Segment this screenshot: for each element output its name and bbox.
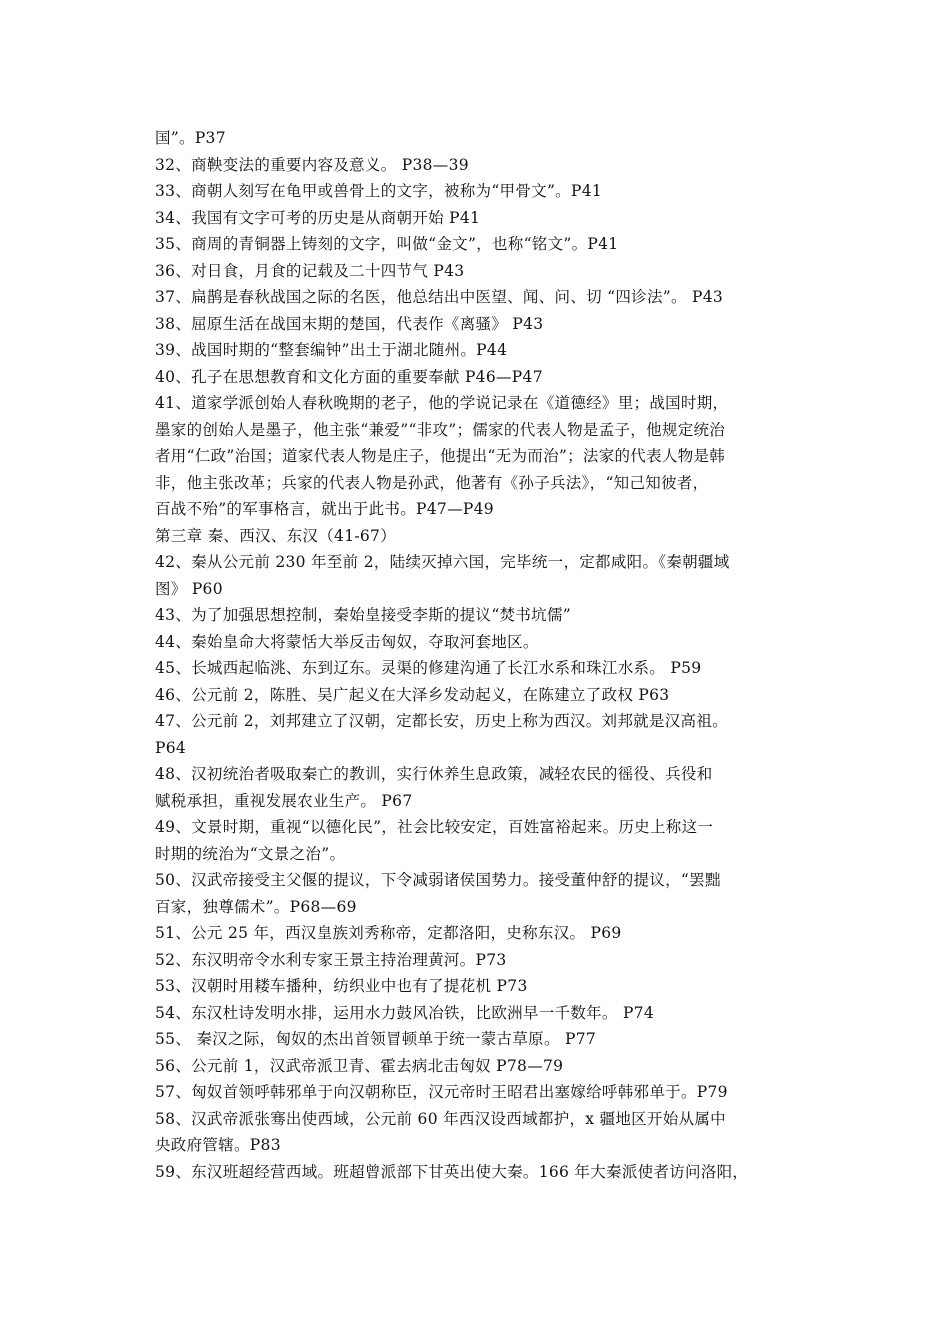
text-line: 46、公元前 2，陈胜、吴广起义在大泽乡发动起义，在陈建立了政权 P63 — [155, 685, 670, 704]
text-line: 图》 P60 — [155, 579, 223, 598]
text-line: 39、战国时期的“整套编钟”出土于湖北随州。P44 — [155, 341, 508, 359]
text-line: 非，他主张改革；兵家的代表人物是孙武，他著有《孙子兵法》，“知己知彼者， — [155, 473, 709, 492]
text-line: 43、为了加强思想控制，秦始皇接受李斯的提议“焚书坑儒” — [155, 606, 571, 624]
text-line: 49、文景时期，重视“以德化民”，社会比较安定，百姓富裕起来。历史上称这一 — [155, 818, 714, 836]
text-line: 57、匈奴首领呼韩邪单于向汉朝称臣，汉元帝时王昭君出塞嫁给呼韩邪单于。P79 — [155, 1083, 728, 1101]
text-line: 36、对日食，月食的记载及二十四节气 P43 — [155, 261, 465, 280]
text-line: 58、汉武帝派张骞出使西域，公元前 60 年西汉设西域都护，x 疆地区开始从属中 — [155, 1109, 726, 1128]
text-line: 35、商周的青铜器上铸刻的文字，叫做“金文”，也称“铭文”。P41 — [155, 235, 619, 253]
text-line: 33、商朝人刻写在龟甲或兽骨上的文字，被称为“甲骨文”。P41 — [155, 182, 603, 200]
text-line: 56、公元前 1，汉武帝派卫青、霍去病北击匈奴 P78—79 — [155, 1056, 564, 1075]
text-line: 墨家的创始人是墨子，他主张“兼爱”“非攻”；儒家的代表人物是孟子，他规定统治 — [155, 420, 726, 439]
text-line: 51、公元 25 年，西汉皇族刘秀称帝，定都洛阳，史称东汉。 P69 — [155, 924, 622, 942]
chapter-heading: 第三章 秦、西汉、东汉（41-67） — [155, 526, 397, 545]
text-line: 44、秦始皇命大将蒙恬大举反击匈奴，夺取河套地区。 — [155, 632, 539, 651]
text-line: 50、汉武帝接受主父偃的提议，下令减弱诸侯国势力。接受董仲舒的提议，“罢黜 — [155, 871, 721, 889]
text-line: 40、孔子在思想教育和文化方面的重要奉献 P46—P47 — [155, 367, 543, 386]
text-line: 48、汉初统治者吸取秦亡的教训，实行休养生息政策，减轻农民的徭役、兵役和 — [155, 765, 713, 783]
text-line: 百家，独尊儒术”。P68—69 — [155, 897, 357, 916]
text-line: 53、汉朝时用耧车播种，纺织业中也有了提花机 P73 — [155, 977, 528, 995]
text-line: 54、东汉杜诗发明水排，运用水力鼓风冶铁，比欧洲早一千数年。 P74 — [155, 1003, 655, 1022]
document-body — [155, 125, 805, 1185]
text-line: 者用“仁政”治国；道家代表人物是庄子，他提出“无为而治”；法家的代表人物是韩 — [155, 447, 726, 465]
text-line: 55、 秦汉之际，匈奴的杰出首领冒顿单于统一蒙古草原。 P77 — [155, 1030, 597, 1048]
text-line: 59、东汉班超经营西域。班超曾派部下甘英出使大秦。166 年大秦派使者访问洛阳， — [155, 1162, 749, 1181]
text-line: 42、秦从公元前 230 年至前 2，陆续灭掉六国，完毕统一，定都咸阳。《秦朝疆域 — [155, 553, 730, 571]
text-line: 32、商鞅变法的重要内容及意义。 P38—39 — [155, 155, 469, 174]
text-line: 国”。P37 — [155, 129, 226, 147]
text-line: 37、扁鹊是春秋战国之际的名医，他总结出中医望、闻、问、切 “四诊法”。 P43 — [155, 288, 724, 306]
text-line: P64 — [155, 738, 187, 757]
text-line: 41、道家学派创始人春秋晚期的老子，他的学说记录在《道德经》里；战国时期， — [155, 394, 729, 412]
text-line: 百战不殆”的军事格言，就出于此书。P47—P49 — [155, 500, 494, 518]
text-line: 时期的统治为“文景之治”。 — [155, 844, 346, 863]
text-line: 45、长城西起临洮、东到辽东。灵渠的修建沟通了长江水系和珠江水系。 P59 — [155, 659, 702, 677]
text-line: 52、东汉明帝令水利专家王景主持治理黄河。P73 — [155, 950, 507, 969]
text-line: 34、我国有文字可考的历史是从商朝开始 P41 — [155, 208, 481, 227]
text-line: 38、屈原生活在战国末期的楚国，代表作《离骚》 P43 — [155, 314, 544, 333]
text-line: 央政府管辖。P83 — [155, 1136, 281, 1154]
text-line: 47、公元前 2，刘邦建立了汉朝，定都长安，历史上称为西汉。刘邦就是汉高祖。 — [155, 712, 728, 730]
text-line: 赋税承担，重视发展农业生产。 P67 — [155, 791, 413, 810]
